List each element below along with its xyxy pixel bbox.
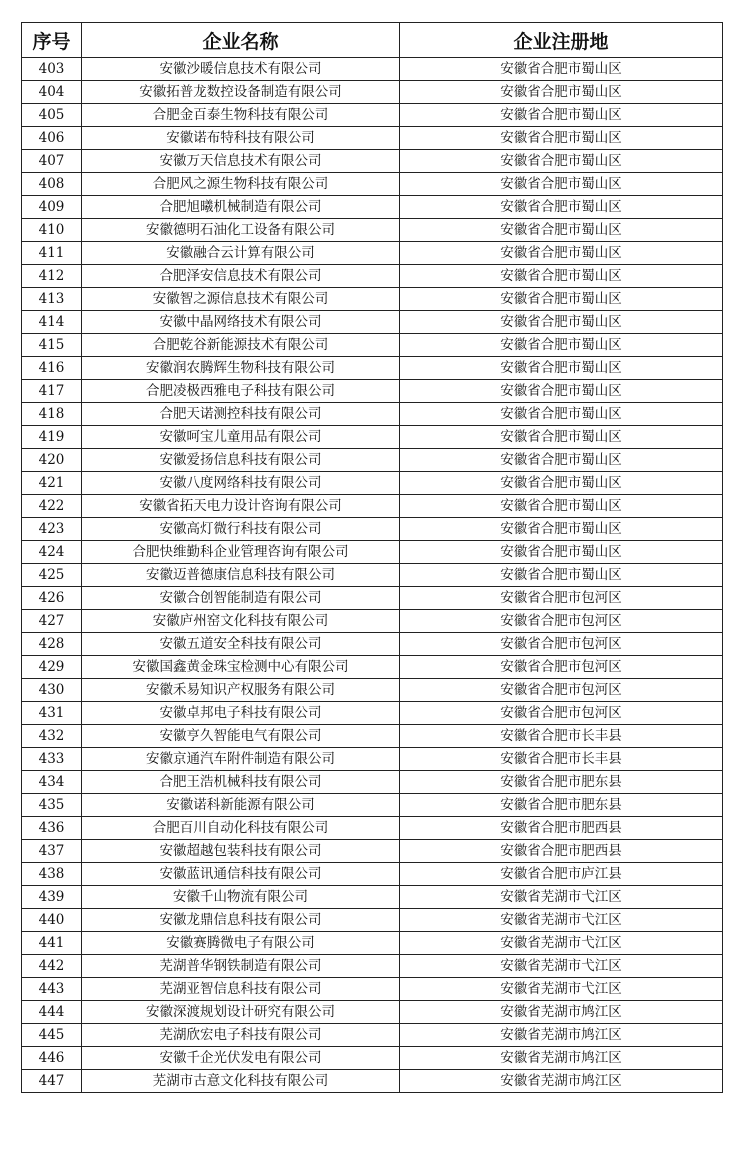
company-name-cell: 安徽亨久智能电气有限公司 bbox=[82, 725, 400, 748]
serial-number-cell: 438 bbox=[22, 863, 82, 886]
registration-place-cell: 安徽省合肥市肥东县 bbox=[400, 794, 723, 817]
table-row bbox=[22, 311, 723, 334]
table-row bbox=[22, 817, 723, 840]
registration-place-cell: 安徽省合肥市蜀山区 bbox=[400, 127, 723, 150]
table-row bbox=[22, 495, 723, 518]
registration-place-cell: 安徽省合肥市蜀山区 bbox=[400, 426, 723, 449]
table-row bbox=[22, 656, 723, 679]
registration-place-cell: 安徽省合肥市长丰县 bbox=[400, 748, 723, 771]
company-name-cell: 安徽迈普德康信息科技有限公司 bbox=[82, 564, 400, 587]
registration-place-cell: 安徽省合肥市蜀山区 bbox=[400, 564, 723, 587]
table-row bbox=[22, 150, 723, 173]
company-name-cell: 安徽千企光伏发电有限公司 bbox=[82, 1047, 400, 1070]
serial-number-cell: 422 bbox=[22, 495, 82, 518]
registration-place-cell: 安徽省合肥市庐江县 bbox=[400, 863, 723, 886]
table-row bbox=[22, 1024, 723, 1047]
table-row bbox=[22, 196, 723, 219]
serial-number-cell: 446 bbox=[22, 1047, 82, 1070]
table-row bbox=[22, 426, 723, 449]
serial-number-cell: 445 bbox=[22, 1024, 82, 1047]
registration-place-cell: 安徽省合肥市蜀山区 bbox=[400, 449, 723, 472]
company-name-cell: 安徽赛腾微电子有限公司 bbox=[82, 932, 400, 955]
registration-place-cell: 安徽省合肥市包河区 bbox=[400, 587, 723, 610]
registration-place-cell: 安徽省芜湖市弋江区 bbox=[400, 886, 723, 909]
registration-place-cell: 安徽省芜湖市弋江区 bbox=[400, 932, 723, 955]
serial-number-cell: 410 bbox=[22, 219, 82, 242]
serial-number-cell: 423 bbox=[22, 518, 82, 541]
registration-place-cell: 安徽省合肥市蜀山区 bbox=[400, 311, 723, 334]
serial-number-cell: 425 bbox=[22, 564, 82, 587]
company-name-cell: 合肥乾谷新能源技术有限公司 bbox=[82, 334, 400, 357]
registration-place-cell: 安徽省合肥市长丰县 bbox=[400, 725, 723, 748]
serial-number-cell: 436 bbox=[22, 817, 82, 840]
company-name-cell: 安徽诺科新能源有限公司 bbox=[82, 794, 400, 817]
registration-place-cell: 安徽省合肥市蜀山区 bbox=[400, 403, 723, 426]
company-name-cell: 安徽润农腾辉生物科技有限公司 bbox=[82, 357, 400, 380]
table-row bbox=[22, 541, 723, 564]
serial-number-cell: 444 bbox=[22, 1001, 82, 1024]
serial-number-cell: 418 bbox=[22, 403, 82, 426]
table-row bbox=[22, 863, 723, 886]
table-row bbox=[22, 587, 723, 610]
table-row bbox=[22, 840, 723, 863]
serial-number-cell: 443 bbox=[22, 978, 82, 1001]
company-name-cell: 芜湖市古意文化科技有限公司 bbox=[82, 1070, 400, 1093]
registration-place-cell: 安徽省合肥市包河区 bbox=[400, 702, 723, 725]
company-name-cell: 安徽深渡规划设计研究有限公司 bbox=[82, 1001, 400, 1024]
registration-place-cell: 安徽省合肥市蜀山区 bbox=[400, 196, 723, 219]
serial-number-cell: 417 bbox=[22, 380, 82, 403]
serial-number-cell: 433 bbox=[22, 748, 82, 771]
serial-number-cell: 406 bbox=[22, 127, 82, 150]
registration-place-cell: 安徽省芜湖市鸠江区 bbox=[400, 1070, 723, 1093]
serial-number-cell: 447 bbox=[22, 1070, 82, 1093]
serial-number-cell: 415 bbox=[22, 334, 82, 357]
company-name-cell: 合肥泽安信息技术有限公司 bbox=[82, 265, 400, 288]
table-row bbox=[22, 242, 723, 265]
serial-number-cell: 421 bbox=[22, 472, 82, 495]
serial-number-cell: 431 bbox=[22, 702, 82, 725]
serial-number-cell: 414 bbox=[22, 311, 82, 334]
registration-place-cell: 安徽省合肥市蜀山区 bbox=[400, 219, 723, 242]
table-body bbox=[22, 58, 723, 1093]
header-registration-place: 企业注册地 bbox=[400, 23, 723, 58]
company-name-cell: 安徽禾易知识产权服务有限公司 bbox=[82, 679, 400, 702]
serial-number-cell: 439 bbox=[22, 886, 82, 909]
table-row bbox=[22, 725, 723, 748]
table-row bbox=[22, 1001, 723, 1024]
table-row bbox=[22, 58, 723, 81]
serial-number-cell: 408 bbox=[22, 173, 82, 196]
table-row bbox=[22, 127, 723, 150]
header-serial-number: 序号 bbox=[22, 23, 82, 58]
registration-place-cell: 安徽省合肥市蜀山区 bbox=[400, 541, 723, 564]
serial-number-cell: 416 bbox=[22, 357, 82, 380]
registration-place-cell: 安徽省合肥市蜀山区 bbox=[400, 58, 723, 81]
registration-place-cell: 安徽省合肥市肥西县 bbox=[400, 840, 723, 863]
header-company-name: 企业名称 bbox=[82, 23, 400, 58]
company-name-cell: 安徽智之源信息技术有限公司 bbox=[82, 288, 400, 311]
table-row bbox=[22, 449, 723, 472]
serial-number-cell: 430 bbox=[22, 679, 82, 702]
registration-place-cell: 安徽省芜湖市鸠江区 bbox=[400, 1001, 723, 1024]
serial-number-cell: 442 bbox=[22, 955, 82, 978]
table-row bbox=[22, 771, 723, 794]
registration-place-cell: 安徽省芜湖市弋江区 bbox=[400, 955, 723, 978]
company-name-cell: 芜湖欣宏电子科技有限公司 bbox=[82, 1024, 400, 1047]
table-row bbox=[22, 794, 723, 817]
table-row bbox=[22, 265, 723, 288]
company-name-cell: 安徽融合云计算有限公司 bbox=[82, 242, 400, 265]
table-header bbox=[22, 23, 723, 58]
serial-number-cell: 411 bbox=[22, 242, 82, 265]
table-row bbox=[22, 472, 723, 495]
company-name-cell: 合肥天诺测控科技有限公司 bbox=[82, 403, 400, 426]
company-name-cell: 安徽德明石油化工设备有限公司 bbox=[82, 219, 400, 242]
table-row bbox=[22, 955, 723, 978]
table-row bbox=[22, 564, 723, 587]
registration-place-cell: 安徽省合肥市包河区 bbox=[400, 656, 723, 679]
company-name-cell: 安徽沙暖信息技术有限公司 bbox=[82, 58, 400, 81]
table-row bbox=[22, 909, 723, 932]
company-name-cell: 安徽国鑫黄金珠宝检测中心有限公司 bbox=[82, 656, 400, 679]
serial-number-cell: 440 bbox=[22, 909, 82, 932]
company-name-cell: 合肥百川自动化科技有限公司 bbox=[82, 817, 400, 840]
serial-number-cell: 441 bbox=[22, 932, 82, 955]
table-row bbox=[22, 219, 723, 242]
registration-place-cell: 安徽省合肥市包河区 bbox=[400, 610, 723, 633]
registration-place-cell: 安徽省合肥市蜀山区 bbox=[400, 495, 723, 518]
serial-number-cell: 428 bbox=[22, 633, 82, 656]
company-name-cell: 安徽蓝讯通信科技有限公司 bbox=[82, 863, 400, 886]
company-name-cell: 安徽庐州窑文化科技有限公司 bbox=[82, 610, 400, 633]
serial-number-cell: 409 bbox=[22, 196, 82, 219]
company-name-cell: 合肥凌极西雅电子科技有限公司 bbox=[82, 380, 400, 403]
registration-place-cell: 安徽省芜湖市鸠江区 bbox=[400, 1047, 723, 1070]
table-row bbox=[22, 633, 723, 656]
table-row bbox=[22, 104, 723, 127]
registration-place-cell: 安徽省合肥市蜀山区 bbox=[400, 173, 723, 196]
table-row bbox=[22, 357, 723, 380]
serial-number-cell: 434 bbox=[22, 771, 82, 794]
serial-number-cell: 424 bbox=[22, 541, 82, 564]
serial-number-cell: 420 bbox=[22, 449, 82, 472]
registration-place-cell: 安徽省合肥市蜀山区 bbox=[400, 265, 723, 288]
registration-place-cell: 安徽省合肥市蜀山区 bbox=[400, 334, 723, 357]
company-name-cell: 芜湖亚智信息科技有限公司 bbox=[82, 978, 400, 1001]
table-row bbox=[22, 81, 723, 104]
table-row bbox=[22, 1070, 723, 1093]
company-name-cell: 芜湖普华钢铁制造有限公司 bbox=[82, 955, 400, 978]
company-name-cell: 合肥王浩机械科技有限公司 bbox=[82, 771, 400, 794]
registration-place-cell: 安徽省合肥市蜀山区 bbox=[400, 472, 723, 495]
serial-number-cell: 429 bbox=[22, 656, 82, 679]
table-row bbox=[22, 978, 723, 1001]
table-row bbox=[22, 702, 723, 725]
table-row bbox=[22, 1047, 723, 1070]
company-name-cell: 安徽万天信息技术有限公司 bbox=[82, 150, 400, 173]
registration-place-cell: 安徽省合肥市蜀山区 bbox=[400, 357, 723, 380]
company-name-cell: 合肥快维勤科企业管理咨询有限公司 bbox=[82, 541, 400, 564]
table-row bbox=[22, 679, 723, 702]
table-row bbox=[22, 886, 723, 909]
company-name-cell: 安徽拓普龙数控设备制造有限公司 bbox=[82, 81, 400, 104]
registration-place-cell: 安徽省合肥市蜀山区 bbox=[400, 380, 723, 403]
table-row bbox=[22, 403, 723, 426]
company-name-cell: 安徽五道安全科技有限公司 bbox=[82, 633, 400, 656]
serial-number-cell: 426 bbox=[22, 587, 82, 610]
table-row bbox=[22, 288, 723, 311]
table-row bbox=[22, 518, 723, 541]
serial-number-cell: 419 bbox=[22, 426, 82, 449]
serial-number-cell: 437 bbox=[22, 840, 82, 863]
table-row bbox=[22, 334, 723, 357]
company-name-cell: 安徽千山物流有限公司 bbox=[82, 886, 400, 909]
company-name-cell: 安徽卓邦电子科技有限公司 bbox=[82, 702, 400, 725]
table-row bbox=[22, 610, 723, 633]
serial-number-cell: 403 bbox=[22, 58, 82, 81]
serial-number-cell: 432 bbox=[22, 725, 82, 748]
company-name-cell: 安徽合创智能制造有限公司 bbox=[82, 587, 400, 610]
serial-number-cell: 427 bbox=[22, 610, 82, 633]
table-row bbox=[22, 173, 723, 196]
company-name-cell: 合肥风之源生物科技有限公司 bbox=[82, 173, 400, 196]
table-row bbox=[22, 932, 723, 955]
company-name-cell: 安徽京通汽车附件制造有限公司 bbox=[82, 748, 400, 771]
registration-place-cell: 安徽省合肥市蜀山区 bbox=[400, 518, 723, 541]
serial-number-cell: 412 bbox=[22, 265, 82, 288]
company-name-cell: 安徽高灯微行科技有限公司 bbox=[82, 518, 400, 541]
registration-place-cell: 安徽省合肥市蜀山区 bbox=[400, 104, 723, 127]
serial-number-cell: 405 bbox=[22, 104, 82, 127]
registration-place-cell: 安徽省芜湖市弋江区 bbox=[400, 909, 723, 932]
serial-number-cell: 435 bbox=[22, 794, 82, 817]
company-name-cell: 安徽中晶网络技术有限公司 bbox=[82, 311, 400, 334]
table-row bbox=[22, 380, 723, 403]
registration-place-cell: 安徽省合肥市蜀山区 bbox=[400, 81, 723, 104]
company-name-cell: 安徽省拓天电力设计咨询有限公司 bbox=[82, 495, 400, 518]
company-name-cell: 安徽爱扬信息科技有限公司 bbox=[82, 449, 400, 472]
company-name-cell: 合肥旭曦机械制造有限公司 bbox=[82, 196, 400, 219]
registration-place-cell: 安徽省合肥市肥西县 bbox=[400, 817, 723, 840]
company-name-cell: 安徽超越包装科技有限公司 bbox=[82, 840, 400, 863]
registration-place-cell: 安徽省合肥市肥东县 bbox=[400, 771, 723, 794]
header-row bbox=[22, 23, 723, 58]
company-name-cell: 安徽龙鼎信息科技有限公司 bbox=[82, 909, 400, 932]
company-name-cell: 安徽呵宝儿童用品有限公司 bbox=[82, 426, 400, 449]
table-row bbox=[22, 748, 723, 771]
registration-place-cell: 安徽省合肥市包河区 bbox=[400, 679, 723, 702]
registration-place-cell: 安徽省合肥市包河区 bbox=[400, 633, 723, 656]
company-name-cell: 安徽诺布特科技有限公司 bbox=[82, 127, 400, 150]
enterprise-table bbox=[21, 22, 723, 1093]
serial-number-cell: 407 bbox=[22, 150, 82, 173]
company-name-cell: 合肥金百泰生物科技有限公司 bbox=[82, 104, 400, 127]
registration-place-cell: 安徽省芜湖市鸠江区 bbox=[400, 1024, 723, 1047]
registration-place-cell: 安徽省芜湖市弋江区 bbox=[400, 978, 723, 1001]
registration-place-cell: 安徽省合肥市蜀山区 bbox=[400, 242, 723, 265]
serial-number-cell: 413 bbox=[22, 288, 82, 311]
company-name-cell: 安徽八度网络科技有限公司 bbox=[82, 472, 400, 495]
serial-number-cell: 404 bbox=[22, 81, 82, 104]
registration-place-cell: 安徽省合肥市蜀山区 bbox=[400, 150, 723, 173]
registration-place-cell: 安徽省合肥市蜀山区 bbox=[400, 288, 723, 311]
